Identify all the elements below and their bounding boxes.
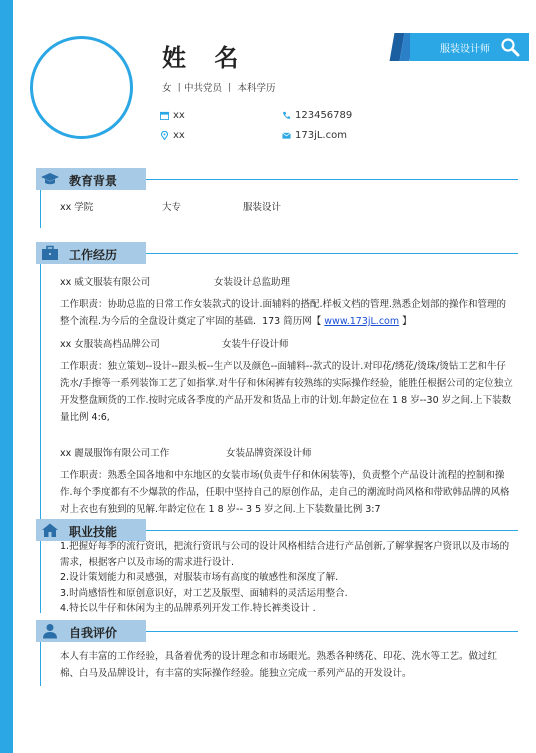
section-divider <box>146 253 518 254</box>
personal-summary: 女 丨中共党员 丨 本科学历 <box>162 83 276 94</box>
job2-position: 女装牛仔设计师 <box>222 339 289 350</box>
section-title: 工作经历 <box>69 248 118 262</box>
phone-value: 123456789 <box>295 110 353 121</box>
skill-item: 3.时尚感悟性和原创意识好，对工艺及版型、面辅料的灵活运用整合. <box>60 587 348 599</box>
search-icon <box>500 37 520 57</box>
home-icon <box>40 522 60 538</box>
job3-position: 女装品牌资深设计师 <box>226 448 312 459</box>
person-icon <box>40 623 60 639</box>
address-value: xx <box>173 110 185 121</box>
section-header-skills <box>36 519 146 541</box>
resume-name: 姓 名 <box>162 44 249 72</box>
left-accent-bar <box>0 0 13 753</box>
timeline-line <box>40 642 41 686</box>
job2-duty: 工作职责：独立策划--设计--跟头板--生产以及颜色--面辅料--款式的设计.对印花/绣花/烫珠/烫钻工艺和牛仔洗水/手擦等一系列装饰工艺了如指掌.对牛仔和休闲裤有较熟练的实际操作经验，能胜任根据公司的定位独立开发整盘顾货的工作.按时完成各季度的产品开发和货品上市的计划.年龄定位在 1 8 岁--30 岁之间.上下装数量比例 4:6, <box>60 361 513 423</box>
watermark-link[interactable]: www.173jL.com <box>324 316 400 327</box>
job1-duty <box>60 296 515 330</box>
job2-company: xx 女服装高档品牌公司 <box>60 339 160 350</box>
calendar-icon <box>160 111 169 120</box>
self-eval-text: 本人有丰富的工作经验，具备着优秀的设计理念和市场眼光。熟悉各种绣花、印花、洗水等工艺。做过红棉、白马及品牌设计，有丰富的实际操作经验。能独立完成一系列产品的开发设计。 <box>60 651 498 679</box>
location-pin-icon <box>160 131 169 140</box>
skill-item: 2.设计策划能力和灵感强，对服装市场有高度的敏感性和深度了解. <box>60 572 339 583</box>
mail-icon <box>282 131 291 140</box>
section-header-work <box>36 242 146 264</box>
section-divider <box>146 530 518 531</box>
job1-duty-text: 工作职责：协助总监的日常工作女装款式的设计.面辅料的搭配.样板文档的管理.熟悉企划部的操作和管理的整个流程.为今后的全盘设计奠定了牢固的基础. <box>60 299 507 327</box>
skills-list <box>60 539 515 617</box>
timeline-line <box>40 264 41 520</box>
education-degree: 大专 <box>162 202 182 213</box>
job-title-banner <box>392 33 529 61</box>
timeline-line <box>40 541 41 613</box>
email-value: 173jL.com <box>295 130 347 141</box>
contact-location <box>160 130 185 141</box>
section-divider <box>146 631 518 632</box>
job-title-text: 服装设计师 <box>440 44 490 55</box>
section-divider <box>146 179 518 180</box>
job1-position: 女装设计总监助理 <box>214 277 291 288</box>
briefcase-icon <box>40 245 60 261</box>
contact-phone <box>282 110 352 121</box>
skill-item: 4.特长以牛仔和休闲为主的品牌系列开发工作.特长裤类设计 . <box>60 603 316 614</box>
job3-company: xx 麗晟服饰有限公司工作 <box>60 448 170 459</box>
watermark-suffix: 】 <box>402 316 412 327</box>
section-title: 自我评价 <box>69 626 118 640</box>
timeline-line <box>40 190 41 228</box>
watermark-prefix: 173 简历网【 <box>262 316 322 327</box>
section-title: 教育背景 <box>69 174 118 188</box>
phone-icon <box>282 111 291 120</box>
skill-item: 1.把握好每季的流行资讯，把流行资讯与公司的设计风格相结合进行产品创新,了解掌握客户资讯以及市场的需求，根据客户以及市场的需求进行设计. <box>60 541 510 568</box>
section-title: 职业技能 <box>69 525 118 539</box>
job1-company: xx 威文服装有限公司 <box>60 277 151 288</box>
avatar <box>30 36 133 139</box>
education-major: 服装设计 <box>243 202 282 213</box>
job3-duty: 工作职责：熟悉全国各地和中东地区的女装市场(负责牛仔和休闲装等)，负责整个产品设计流程的控制和操作.每个季度都有不少爆款的作品，任职中坚持自己的原创作品，走自己的潮流时尚风格和带欧韩品牌的风格对上衣也有独到的见解.年龄定位在 1 8 岁-- 3 5 岁之间.上下装数量比例 3:7 <box>60 470 510 515</box>
education-school: xx 学院 <box>60 202 94 213</box>
location-value: xx <box>173 130 185 141</box>
section-header-self-eval <box>36 620 146 642</box>
contact-email <box>282 130 347 141</box>
graduation-cap-icon <box>40 171 60 187</box>
contact-address <box>160 110 185 121</box>
section-header-education <box>36 168 146 190</box>
